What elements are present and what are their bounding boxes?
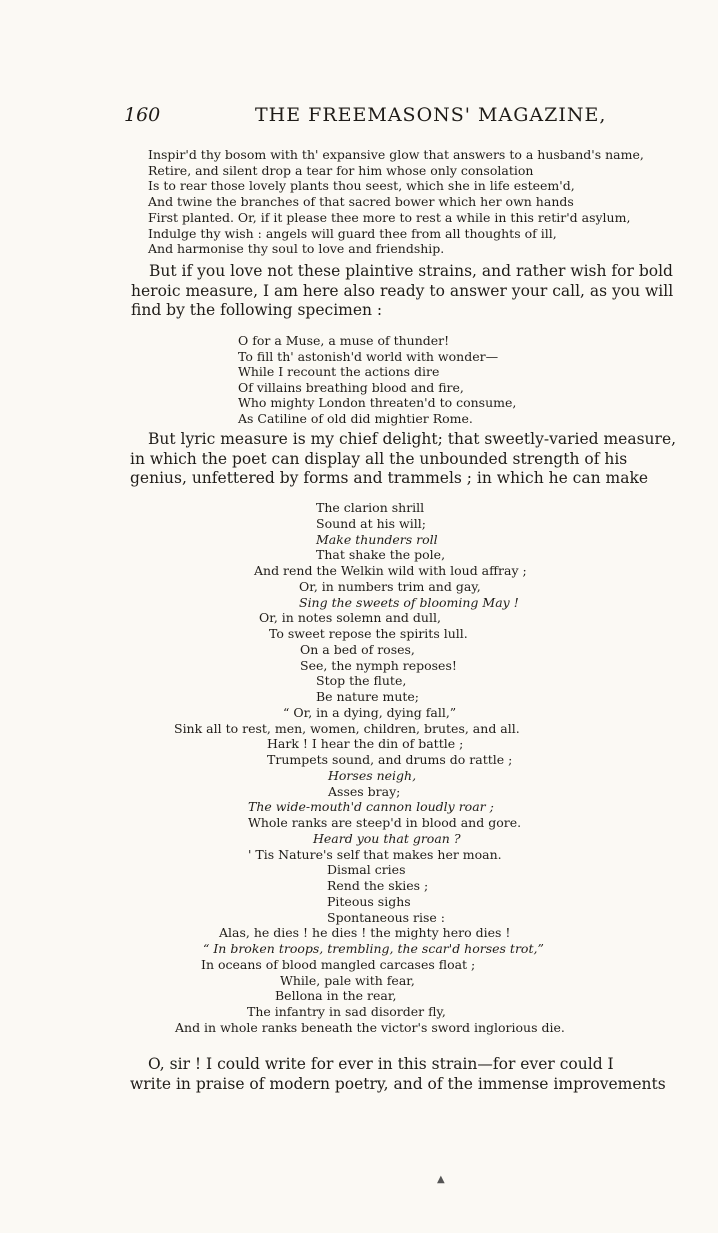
- verse-line: While I recount the actions dire: [238, 364, 440, 380]
- ode-line: Or, in notes solemn and dull,: [259, 610, 441, 626]
- ode-line: Be nature mute;: [316, 689, 420, 704]
- ode-line: Sound at his will;: [316, 515, 426, 531]
- blank-verse-passage: [148, 147, 644, 257]
- prose-line: O, sir ! I could write for ever in this strain—for ever could I: [148, 1055, 614, 1073]
- ode-line: Sing the sweets of blooming May !: [299, 594, 519, 610]
- verse-line: O for a Muse, a muse of thunder!: [238, 333, 450, 348]
- ode-line: And rend the Welkin wild with loud affray ;: [254, 563, 527, 578]
- ode-line: Or, in numbers trim and gay,: [299, 578, 481, 594]
- ode-line: While, pale with fear,: [280, 972, 415, 988]
- ode-line: “ Or, in a dying, dying fall,”: [283, 704, 457, 720]
- ode-line: To sweet repose the spirits lull.: [269, 626, 468, 641]
- ode-line: In oceans of blood mangled carcases float ;: [201, 956, 476, 972]
- prose-line: genius, unfettered by forms and trammels ; in which he can make: [130, 469, 649, 487]
- ode-line: On a bed of roses,: [300, 641, 415, 657]
- ode-line: The clarion shrill: [316, 500, 425, 515]
- ode-line: The infantry in sad disorder fly,: [247, 1004, 446, 1019]
- prose-line: find by the following specimen :: [131, 301, 383, 319]
- paragraph-closing: [130, 1055, 670, 1094]
- ode-line: Spontaneous rise :: [327, 909, 445, 925]
- verse-line: Who mighty London threaten'd to consume,: [238, 395, 517, 411]
- verse-line: Retire, and silent drop a tear for him whose only consolation: [148, 162, 534, 178]
- ode-line: Whole ranks are steep'd in blood and gore.: [248, 815, 522, 830]
- ode-line: Horses neigh,: [328, 767, 417, 783]
- ode-line: Sink all to rest, men, women, children, brutes, and all.: [174, 720, 520, 736]
- verse-line: And harmonise thy soul to love and friendship.: [148, 241, 445, 257]
- ode-line: “ In broken troops, trembling, the scar'd horses trot,”: [203, 941, 544, 956]
- ode-line: Make thunders roll: [316, 531, 438, 547]
- running-title: THE FREEMASONS' MAGAZINE,: [255, 104, 607, 126]
- ode-line: That shake the pole,: [316, 547, 446, 563]
- ode-line: Heard you that groan ?: [313, 830, 461, 846]
- prose-line: write in praise of modern poetry, and of the immense improvements: [130, 1074, 666, 1093]
- ode-line: ' Tis Nature's self that makes her moan.: [248, 846, 502, 862]
- ode-line: Trumpets sound, and drums do rattle ;: [267, 752, 513, 767]
- ode-line: Bellona in the rear,: [275, 988, 397, 1004]
- verse-line: Indulge thy wish : angels will guard thee from all thoughts of ill,: [148, 225, 557, 241]
- ode-line: The wide-mouth'd cannon loudly roar ;: [248, 799, 494, 815]
- ode-line: Hark ! I hear the din of battle ;: [267, 736, 464, 752]
- lyric-ode: [0, 500, 718, 1036]
- ode-line: Asses bray;: [328, 783, 401, 799]
- ode-line: Dismal cries: [327, 862, 406, 878]
- verse-line: To fill th' astonish'd world with wonder—: [238, 348, 499, 364]
- page-header: [0, 104, 718, 134]
- ode-line: See, the nymph reposes!: [300, 657, 457, 673]
- verse-line: Of villains breathing blood and fire,: [238, 379, 464, 395]
- verse-line: As Catiline of old did mightier Rome.: [238, 410, 473, 426]
- prose-line: heroic measure, I am here also ready to answer your call, as you will: [131, 281, 674, 300]
- heroic-verse-passage: [238, 333, 516, 427]
- paragraph-heroic-measure: [131, 262, 674, 321]
- verse-line: First planted. Or, if it please thee more to rest a while in this retir'd asylum,: [148, 209, 631, 225]
- prose-line: But if you love not these plaintive strains, and rather wish for bold: [149, 262, 673, 280]
- printer-mark: ▲: [437, 1174, 445, 1185]
- ode-line: And in whole ranks beneath the victor's sword inglorious die.: [175, 1019, 565, 1035]
- verse-line: Inspir'd thy bosom with th' expansive glow that answers to a husband's name,: [148, 147, 644, 162]
- page-number: 160: [124, 104, 161, 126]
- ode-line: Piteous sighs: [327, 893, 411, 909]
- verse-line: Is to rear those lovely plants thou seest, which she in life esteem'd,: [148, 178, 575, 194]
- prose-line: But lyric measure is my chief delight; that sweetly-varied measure,: [148, 430, 677, 448]
- ode-line: Rend the skies ;: [327, 878, 429, 893]
- ode-line: Stop the flute,: [316, 673, 407, 689]
- ode-line: Alas, he dies ! he dies ! the mighty hero dies !: [219, 925, 511, 941]
- prose-line: in which the poet can display all the unbounded strength of his: [130, 449, 628, 468]
- paragraph-lyric-measure: [130, 430, 677, 489]
- verse-line: And twine the branches of that sacred bower which her own hands: [148, 194, 574, 210]
